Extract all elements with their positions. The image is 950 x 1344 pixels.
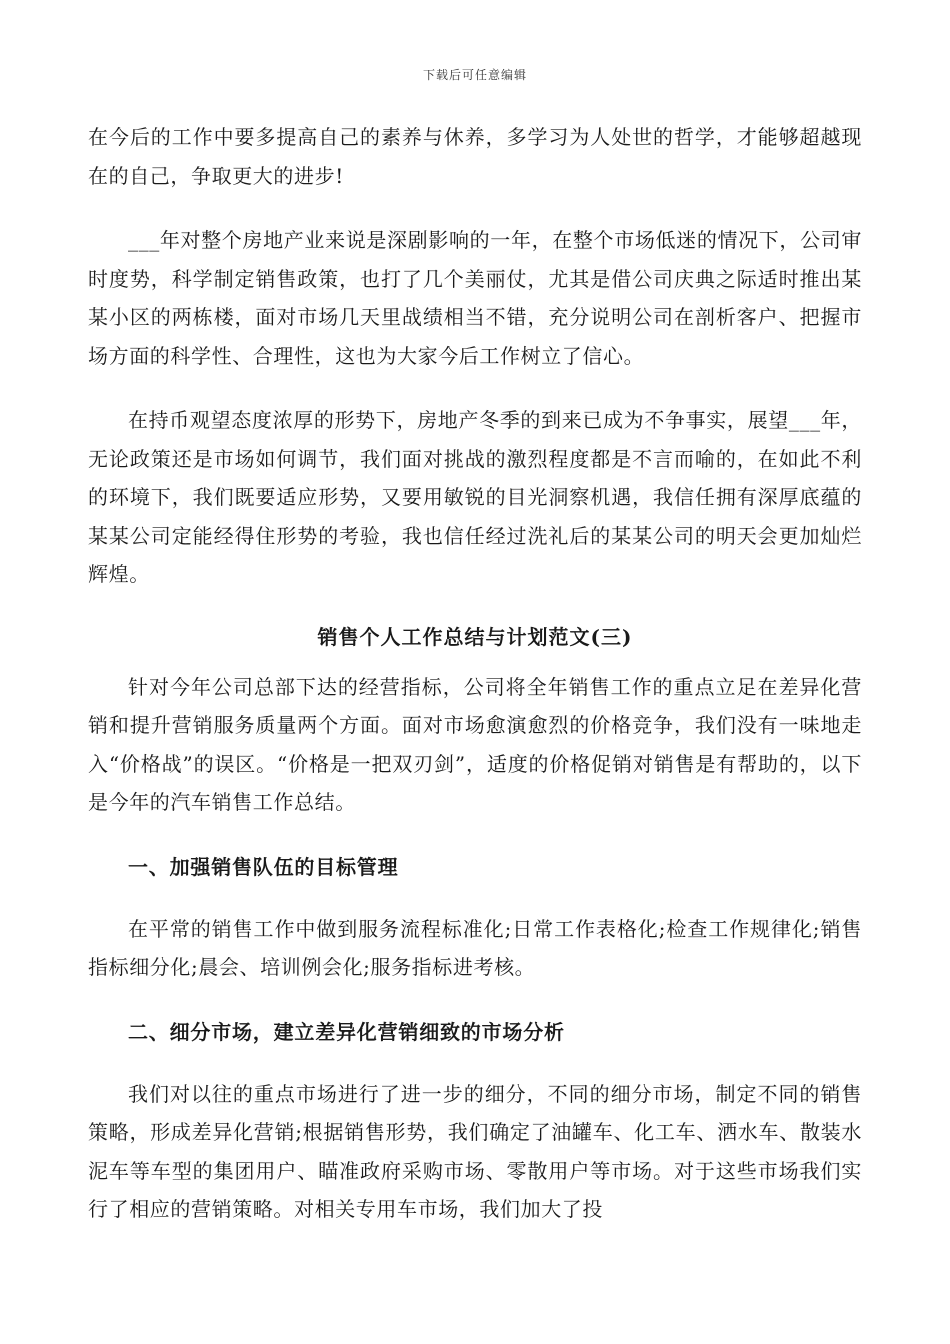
paragraph-4: 针对今年公司总部下达的经营指标，公司将全年销售工作的重点立足在差异化营销和提升营销服务质量两个方面。面对市场愈演愈烈的价格竞争，我们没有一味地走入“价格战”的误区。“价格是一把双刃剑”，适度的价格促销对销售是有帮助的，以下是今年的汽车销售工作总结。 bbox=[88, 674, 862, 814]
paragraph-5: 在平常的销售工作中做到服务流程标准化;日常工作表格化;检查工作规律化;销售指标细分化;晨会、培训例会化;服务指标进考核。 bbox=[88, 916, 862, 979]
paragraph-6: 我们对以往的重点市场进行了进一步的细分，不同的细分市场，制定不同的销售策略，形成差异化营销;根据销售形势，我们确定了油罐车、化工车、洒水车、散装水泥车等车型的集团用户、瞄准政府采购市场、零散用户等市场。对于这些市场我们实行了相应的营销策略。对相关专用车市场，我们加大了投 bbox=[88, 1081, 862, 1221]
paragraph-3: 在持币观望态度浓厚的形势下，房地产冬季的到来已成为不争事实，展望___年，无论政策还是市场如何调节，我们面对挑战的激烈程度都是不言而喻的，在如此不利的环境下，我们既要适应形势，又要用敏锐的目光洞察机遇，我信任拥有深厚底蕴的某某公司定能经得住形势的考验，我也信任经过洗礼后的某某公司的明天会更加灿烂辉煌。 bbox=[88, 408, 862, 586]
subheading-1: 一、加强销售队伍的目标管理 bbox=[128, 854, 399, 879]
subheading-2: 二、细分市场，建立差异化营销细致的市场分析 bbox=[128, 1019, 565, 1044]
paragraph-2: ___年对整个房地产业来说是深剧影响的一年，在整个市场低迷的情况下，公司审时度势，科学制定销售政策，也打了几个美丽仗，尤其是借公司庆典之际适时推出某某小区的两栋楼，面对市场几天里战绩相当不错，充分说明公司在剖析客户、把握市场方面的科学性、合理性，这也为大家今后工作树立了信心。 bbox=[88, 228, 862, 368]
paragraph-1: 在今后的工作中要多提高自己的素养与休养，多学习为人处世的哲学，才能够超越现在的自己，争取更大的进步! bbox=[88, 125, 862, 188]
document-body bbox=[88, 118, 862, 1255]
header-note: 下载后可任意编辑 bbox=[422, 68, 527, 82]
section-title: 销售个人工作总结与计划范文(三) bbox=[317, 624, 633, 649]
